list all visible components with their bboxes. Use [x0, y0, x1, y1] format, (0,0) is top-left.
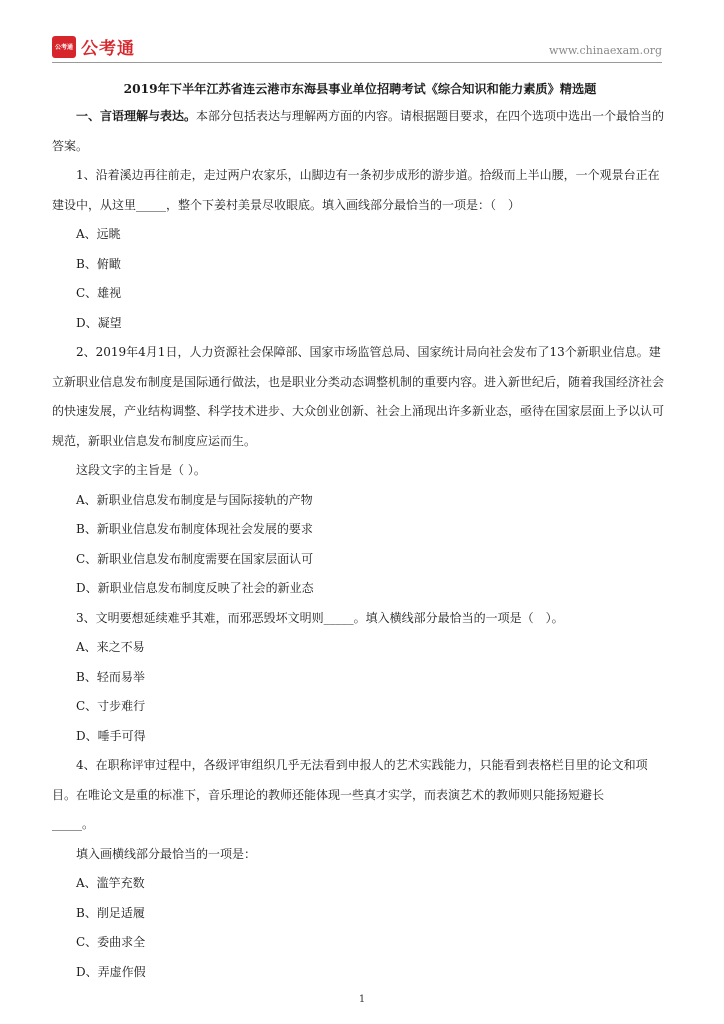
- question-3-text: 3、文明要想延续难乎其难，而邪恶毁坏文明则_____。填入横线部分最恰当的一项是（ ）。: [76, 610, 564, 625]
- question-2-text: 2、2019年4月1日，人力资源社会保障部、国家市场监管总局、国家统计局向社会发布了13个新职业信息。建立新职业信息发布制度是国际通行做法，也是职业分类动态调整机制的重要内容。进入新世纪后，随着我国经济社会的快速发展，产业结构调整、科学技术进步、大众创业创新、社会上涌现出许多新业态，亟待在国家层面上予以认可规范，新职业信息发布制度应运而生。: [52, 345, 665, 448]
- logo: [52, 34, 135, 59]
- logo-icon: 公考通: [52, 36, 76, 58]
- question-4-option-a: A、滥竽充数: [76, 876, 145, 890]
- question-4-stem: 填入画横线部分最恰当的一项是：: [76, 846, 257, 861]
- question-4-option-d: D、弄虚作假: [76, 964, 146, 979]
- question-2-stem: 这段文字的主旨是（ ）。: [76, 463, 206, 477]
- question-3-option-b: B、轻而易举: [76, 669, 145, 684]
- section-heading: 一、言语理解与表达。: [76, 109, 197, 123]
- question-3-option-d: D、唾手可得: [76, 728, 146, 743]
- question-3-option-a: A、来之不易: [76, 640, 145, 654]
- page-number: 1: [358, 994, 366, 1005]
- site-url: www.chinaexam.org: [549, 44, 662, 57]
- question-3-option-c: C、寸步难行: [76, 699, 146, 713]
- question-2-option-c: C、新职业信息发布制度需要在国家层面认可: [76, 551, 314, 566]
- question-1-text: 1、沿着溪边再往前走，走过两户农家乐，山脚边有一条初步成形的游步道。拾级而上半山腰，一个观景台正在建设中，从这里_____，整个下姜村美景尽收眼底。填入画线部分最恰当的一项是：（ ）: [52, 168, 660, 212]
- page-header: [52, 32, 662, 62]
- question-1-option-a: A、远眺: [76, 227, 121, 241]
- header-divider: [52, 62, 662, 63]
- document-title: 2019年下半年江苏省连云港市东海县事业单位招聘考试《综合知识和能力素质》精选题: [123, 82, 597, 96]
- question-4-text-tail: _____。: [52, 817, 95, 831]
- question-1-option-b: B、俯瞰: [76, 256, 121, 271]
- logo-text: 公考通: [81, 39, 135, 59]
- document-body: [52, 76, 668, 987]
- question-1-option-c: C、雄视: [76, 286, 122, 300]
- question-4-option-b: B、削足适履: [76, 905, 145, 920]
- question-2-option-a: A、新职业信息发布制度是与国际接轨的产物: [76, 492, 313, 507]
- question-2-option-d: D、新职业信息发布制度反映了社会的新业态: [76, 581, 314, 595]
- question-4-text: 4、在职称评审过程中，各级评审组织几乎无法看到申报人的艺术实践能力，只能看到表格栏目里的论文和项目。在唯论文是重的标准下，音乐理论的教师还能体现一些真才实学，而表演艺术的教师则只能扬短避长: [52, 758, 648, 802]
- question-2-option-b: B、新职业信息发布制度体现社会发展的要求: [76, 522, 313, 536]
- question-1-option-d: D、凝望: [76, 315, 122, 330]
- question-4-option-c: C、委曲求全: [76, 935, 146, 949]
- section-intro: [52, 102, 668, 161]
- section-intro-text: 本部分包括表达与理解两方面的内容。请根据题目要求，在四个选项中选出一个最恰当的答案。: [52, 109, 665, 153]
